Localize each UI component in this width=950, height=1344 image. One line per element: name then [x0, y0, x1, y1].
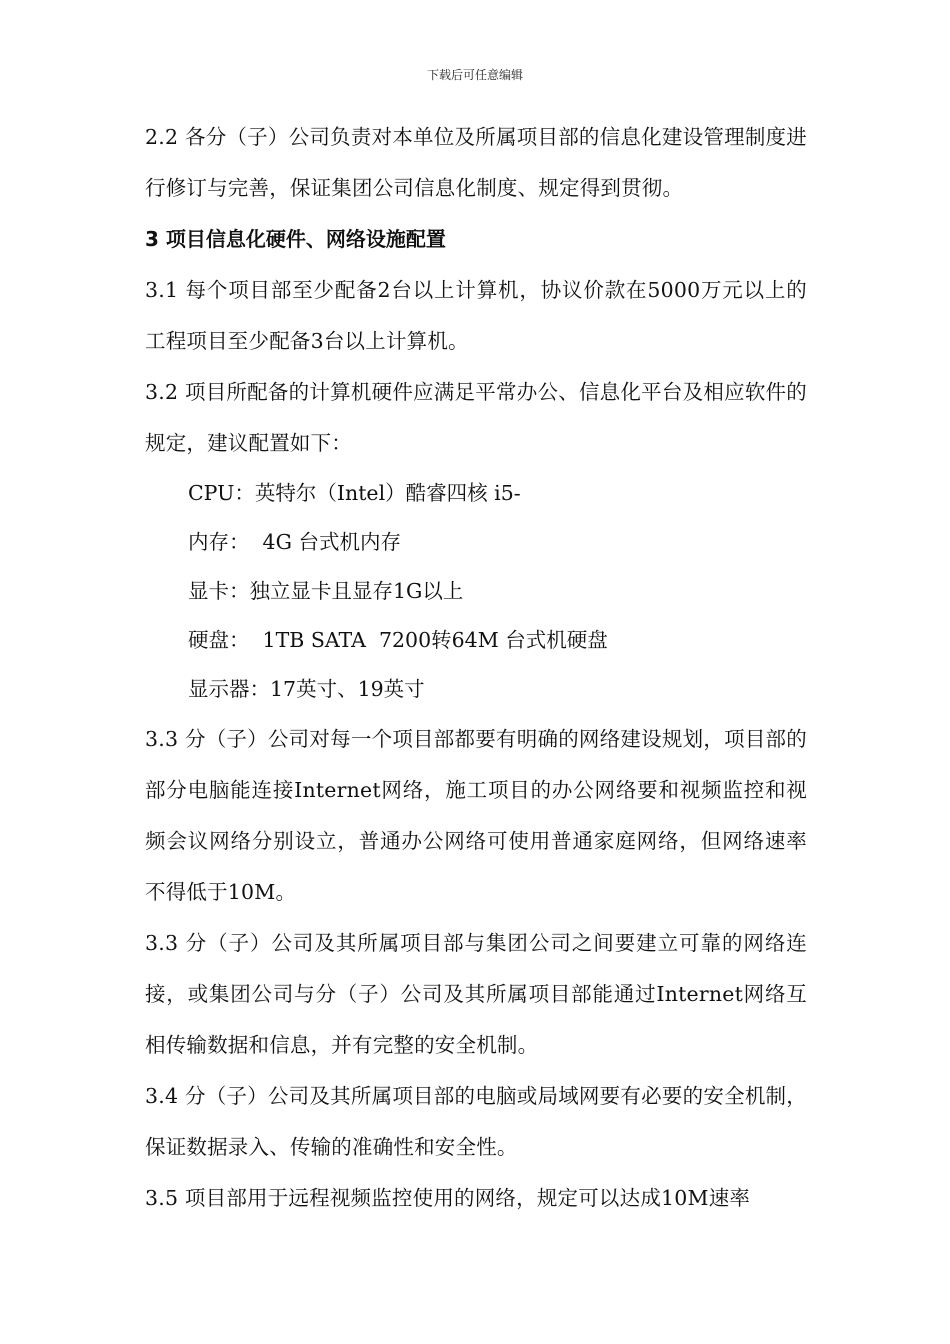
page-header: 下载后可任意编辑: [426, 68, 523, 82]
paragraph-2-2: 2.2 各分（子）公司负责对本单位及所属项目部的信息化建设管理制度进行修订与完善，保证集团公司信息化制度、规定得到贯彻。: [145, 125, 807, 200]
spec-cpu: CPU：英特尔（Intel）酷睿四核 i5-: [188, 481, 521, 505]
paragraph-3-3-network-plan: 3.3 分（子）公司对每一个项目部都要有明确的网络建设规划，项目部的部分电脑能连接Internet网络，施工项目的办公网络要和视频监控和视频会议网络分别设立，普通办公网络可使用普通家庭网络，但网络速率不得低于10M。: [145, 727, 807, 904]
spec-gpu: 显卡：独立显卡且显存1G以上: [188, 579, 464, 603]
paragraph-3-1: 3.1 每个项目部至少配备2台以上计算机，协议价款在5000万元以上的工程项目至少配备3台以上计算机。: [145, 278, 807, 353]
section-3-heading: 3 项目信息化硬件、网络设施配置: [145, 227, 446, 251]
spec-memory: 内存： 4G 台式机内存: [188, 530, 401, 554]
paragraph-3-2: 3.2 项目所配备的计算机硬件应满足平常办公、信息化平台及相应软件的规定，建议配置如下：: [145, 380, 807, 455]
paragraph-3-3-connectivity: 3.3 分（子）公司及其所属项目部与集团公司之间要建立可靠的网络连接，或集团公司与分（子）公司及其所属项目部能通过Internet网络互相传输数据和信息，并有完整的安全机制。: [145, 931, 807, 1057]
document-body: [145, 112, 807, 1224]
spec-disk: 硬盘： 1TB SATA 7200转64M 台式机硬盘: [188, 628, 608, 652]
paragraph-3-4: 3.4 分（子）公司及其所属项目部的电脑或局域网要有必要的安全机制，保证数据录入、传输的准确性和安全性。: [145, 1084, 807, 1159]
paragraph-3-5: 3.5 项目部用于远程视频监控使用的网络，规定可以达成10M速率: [145, 1186, 751, 1210]
hardware-spec-list: [145, 469, 807, 714]
spec-monitor: 显示器：17英寸、19英寸: [188, 677, 425, 701]
